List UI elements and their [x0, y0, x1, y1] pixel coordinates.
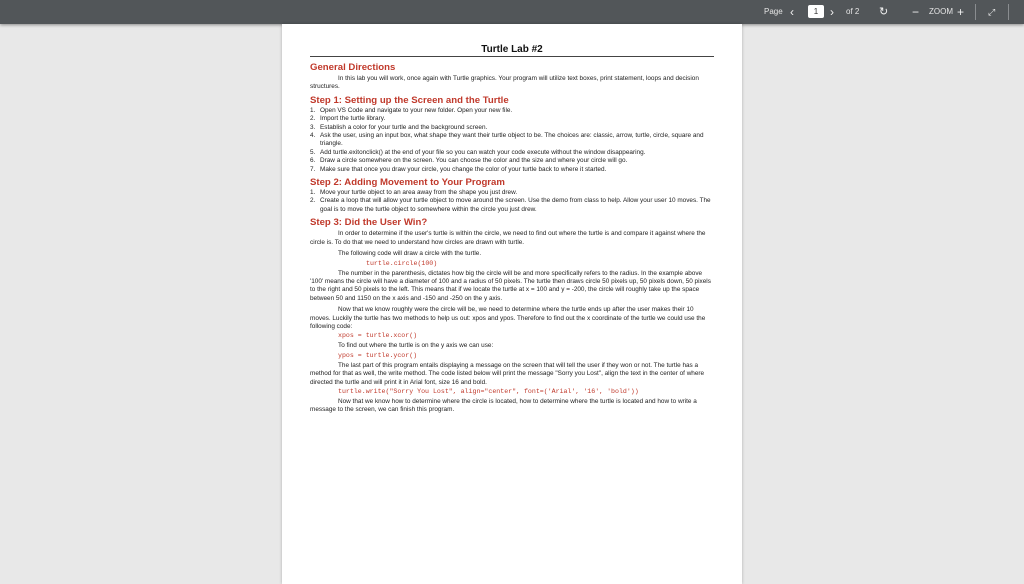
zoom-out-button[interactable]: − — [912, 5, 920, 19]
pdf-toolbar — [0, 0, 1024, 24]
list-item: 1. Move your turtle object to an area away from the shape you just drew. — [310, 189, 518, 197]
list-item: 2. Import the turtle library. — [310, 115, 386, 123]
toolbar-divider — [975, 4, 976, 20]
general-text: In this lab you will work, once again with Turtle graphics. Your program will utilize text boxes, print statement, loops and decision structures. — [310, 75, 699, 91]
heading-step2: Step 2: Adding Movement to Your Program — [310, 177, 505, 189]
list-item: 6. Draw a circle somewhere on the screen. You can choose the color and the size and where your circle will go. — [310, 157, 628, 165]
list-item: 2. Create a loop that will allow your turtle object to move around the screen. Use the demo from class to help. Allow your user 10 moves. The goal is to move the turtle object to somewhere within the circle you just drew. — [310, 197, 711, 213]
document-page — [282, 24, 742, 584]
step3-paragraph: The last part of this program entails displaying a message on the screen that will tell the user if they won or not. The turtle has a method for that as well, the write method. The code listed below will print the message "Sorry you Lost", align the text in the center of where directed the turtle and will print it in Arial font, size 16 and bold. — [310, 361, 705, 386]
heading-step1: Step 1: Setting up the Screen and the Turtle — [310, 94, 509, 106]
list-item: 5. Add turtle.exitonclick() at the end of your file so you can watch your code execute without the window disappearing. — [310, 148, 646, 156]
zoom-in-button[interactable]: + — [957, 5, 965, 19]
rotate-icon[interactable]: ↻ — [879, 6, 889, 18]
code-snippet: ypos = turtle.ycor() — [338, 351, 418, 359]
step3-paragraph: The number in the parenthesis, dictates how big the circle will be and more specifically refers to the radius. In the example above '100' means the circle will have a diameter of 100 and a radius of 50 pixels. The turtle then draws circle 50 pixels up, 50 pixels down, 50 pixels to the right and 50 pixels to the left. This means that if we locate the turtle at x = 100 and y = -200, the circle will roughly take up the space between 50 and 1150 on the x axis and -150 and -250 on the y axis. — [310, 269, 711, 302]
step3-paragraph: In order to determine if the user's turtle is within the circle, we need to find out where the turtle is and compare it against where the circle is. To do that we need to understand how circles are drawn with turtle. — [310, 230, 706, 246]
heading-step3: Step 3: Did the User Win? — [310, 217, 428, 229]
step3-paragraph: The following code will draw a circle with the turtle. — [338, 250, 482, 258]
document-body — [310, 44, 714, 415]
code-snippet: turtle.circle(100) — [366, 259, 438, 267]
document-title: Turtle Lab #2 — [481, 44, 543, 55]
list-item: 3. Establish a color for your turtle and the background screen. — [310, 123, 488, 131]
step3-paragraph: To find out where the turtle is on the y axis we can use: — [338, 342, 494, 350]
toolbar-divider — [1008, 4, 1009, 20]
heading-general: General Directions — [310, 62, 396, 73]
step2-list — [310, 189, 714, 214]
step1-list — [310, 107, 714, 174]
list-item: 7. Make sure that once you draw your circle, you change the color of your turtle back to where it started. — [310, 165, 607, 173]
step3-paragraph: Now that we know how to determine where the circle is located, how to determine where the turtle is located and how to write a message to the screen, we can finish this program. — [310, 397, 697, 414]
zoom-label: ZOOM — [929, 7, 953, 16]
page-label: Page — [764, 7, 783, 16]
code-snippet: turtle.write("Sorry You Lost", align="center", font=('Arial', '16', 'bold')) — [338, 387, 639, 395]
fullscreen-icon[interactable]: ⤢ — [988, 7, 996, 17]
page-number-input[interactable]: 1 — [808, 5, 824, 18]
list-item: 1. Open VS Code and navigate to your new folder. Open your new file. — [310, 106, 513, 114]
chevron-left-icon[interactable]: ‹ — [790, 5, 794, 19]
code-snippet: xpos = turtle.xcor() — [338, 332, 418, 340]
page-count: of 2 — [846, 7, 860, 16]
step3-paragraph: Now that we know roughly were the circle will be, we need to determine where the turtle ends up after the user makes their 10 moves. Luckily the turtle has two methods to help us out: xpos and ypos. Therefore to find out the x coordinate of the turtle we could use the following code: — [310, 306, 706, 330]
chevron-right-icon[interactable]: › — [830, 5, 834, 19]
list-item: 4. Ask the user, using an input box, what shape they want their turtle object to be. The choices are: classic, arrow, turtle, circle, square and triangle. — [310, 132, 704, 148]
